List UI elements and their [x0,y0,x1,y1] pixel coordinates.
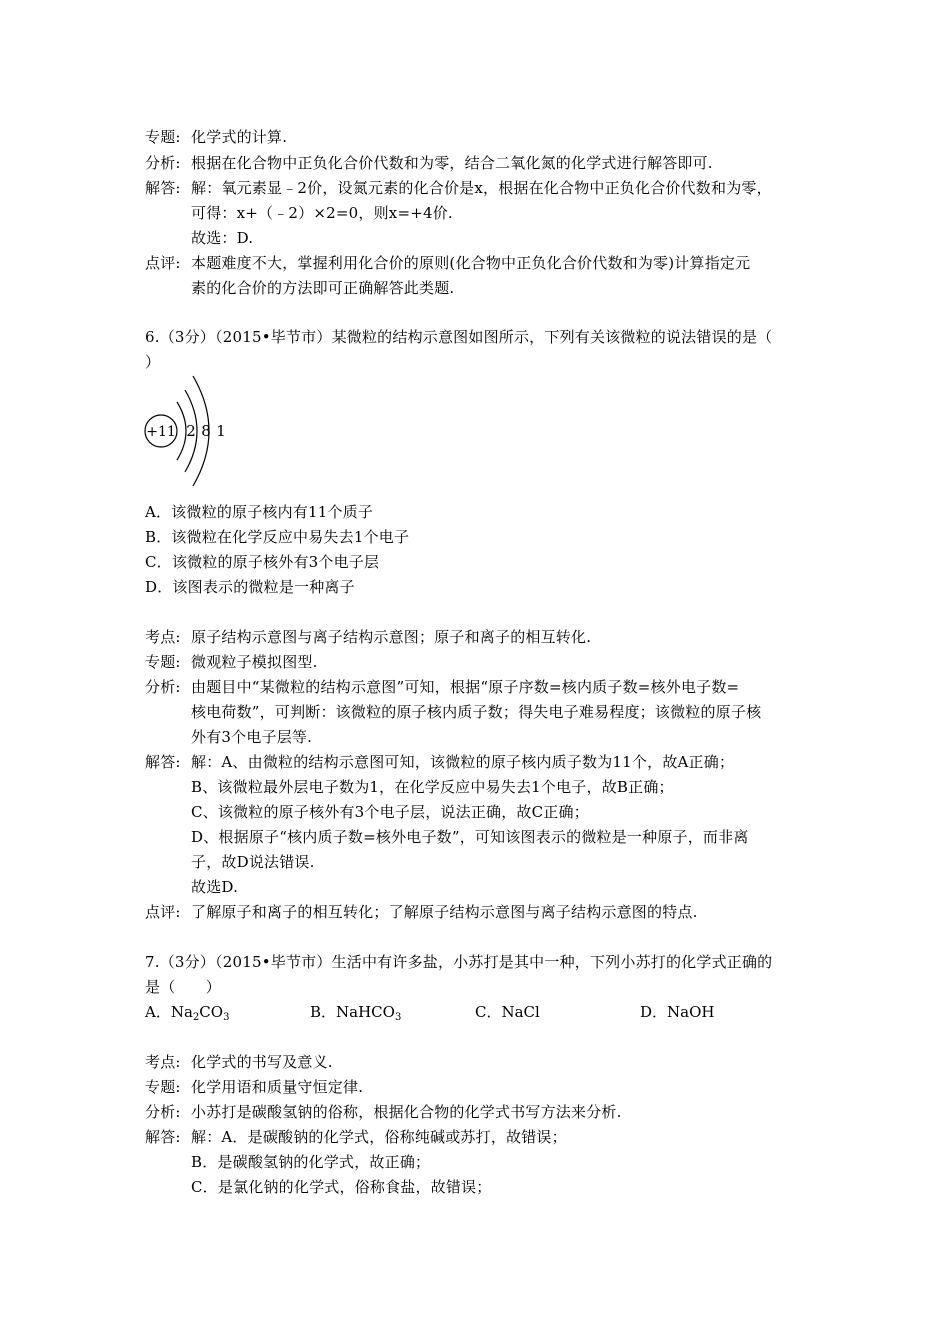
subscript: 2 [192,1012,200,1023]
shell-electrons-1: 2 [186,422,196,440]
label: 解答: [145,1128,181,1146]
q5-jieda-2: 可得：x+（﹣2）×2=0，则x=+4价. [191,204,453,222]
q6-fenxi-2: 核电荷数”，可判断：该微粒的原子核内质子数；得失电子难易程度；该微粒的原子核 [191,703,762,721]
shell-electrons-3: 1 [216,422,226,440]
q6-zhuanti [145,652,318,672]
label: 点评: [145,254,181,272]
q6-jieda-2: B、该微粒最外层电子数为1，在化学反应中易失去1个电子，故B正确； [191,778,674,796]
option-text: C．NaCl [475,1003,540,1021]
text: 化学式的计算. [191,128,288,146]
q6-option-c: C．该微粒的原子核外有3个电子层 [145,553,380,571]
q6-kaodian [145,627,591,647]
subscript: 3 [394,1012,402,1023]
q7-option-c [475,1002,540,1022]
q6-dianping [145,902,698,922]
option-text: CO [199,1003,224,1021]
label: 点评: [145,903,181,921]
label: 分析: [145,154,181,172]
option-text: A．Na [145,1003,193,1021]
text: 化学用语和质量守恒定律. [191,1078,364,1096]
text: 解：氧元素显﹣2价，设氮元素的化合价是x，根据在化合物中正负化合价代数和为零， [191,179,772,197]
q7-fenxi [145,1102,622,1122]
q7-option-d [640,1002,714,1022]
q6-stem-2: ） [145,353,161,371]
label: 考点: [145,1053,181,1071]
q6-option-d: D．该图表示的微粒是一种离子 [145,578,355,596]
text: 由题目中“某微粒的结构示意图”可知，根据“原子序数=核内质子数=核外电子数= [191,678,740,696]
label: 专题: [145,1078,181,1096]
q6-jieda-3: C、该微粒的原子核外有3个电子层，说法正确，故C正确； [191,803,589,821]
shell-electrons-2: 8 [201,422,211,440]
subscript: 3 [223,1012,230,1023]
q7-kaodian [145,1052,333,1072]
atom-structure-svg [143,372,233,490]
q6-fenxi-3: 外有3个电子层等. [191,728,313,746]
label: 分析: [145,678,181,696]
q5-zhuanti [145,127,287,147]
q5-jieda-1 [145,178,772,198]
q6-jieda-1 [145,752,734,772]
label: 专题: [145,128,181,146]
label: 考点: [145,628,181,646]
q7-stem-1: 7.（3分）（2015•毕节市）生活中有许多盐，小苏打是其中一种，下列小苏打的化学式正确的 [145,953,773,971]
label: 分析: [145,1103,181,1121]
text: 了解原子和离子的相互转化；了解原子结构示意图与离子结构示意图的特点. [191,903,698,921]
q7-jieda-1 [145,1127,567,1147]
q6-jieda-4: D、根据原子“核内质子数=核外电子数”，可知该图表示的微粒是一种原子，而非离 [191,828,749,846]
shell-arc-1 [177,402,186,460]
q7-zhuanti [145,1077,363,1097]
text: 本题难度不大，掌握利用化合价的原则(化合物中正负化合价代数和为零)计算指定元 [191,254,751,272]
option-text: B．NaHCO [310,1003,395,1021]
q5-dianping-1 [145,253,750,273]
q7-option-b [310,1002,401,1022]
text: 化学式的书写及意义. [191,1053,333,1071]
nucleus-charge: +11 [146,424,176,440]
q7-jieda-2: B．是碳酸氢钠的化学式，故正确； [191,1153,431,1171]
q6-option-b: B．该微粒在化学反应中易失去1个电子 [145,528,410,546]
option-text: D．NaOH [640,1003,715,1021]
q6-fenxi-1 [145,677,739,697]
text: 原子结构示意图与离子结构示意图；原子和离子的相互转化. [191,628,592,646]
text: 小苏打是碳酸氢钠的俗称，根据化合物的化学式书写方法来分析. [191,1103,622,1121]
q6-jieda-6: 故选D. [191,878,239,896]
q7-jieda-3: C．是氯化钠的化学式，俗称食盐，故错误； [191,1178,492,1196]
q6-jieda-5: 子，故D说法错误. [191,853,315,871]
atom-structure-diagram [143,372,233,490]
text: 根据在化合物中正负化合价代数和为零，结合二氧化氮的化学式进行解答即可. [191,154,713,172]
q7-option-a [145,1002,229,1022]
q5-dianping-2: 素的化合价的方法即可正确解答此类题. [191,279,455,297]
text: 解：A．是碳酸钠的化学式，俗称纯碱或苏打，故错误； [191,1128,567,1146]
text: 微观粒子模拟图型. [191,653,318,671]
label: 专题: [145,653,181,671]
label: 解答: [145,753,181,771]
q6-stem-1: 6.（3分）（2015•毕节市）某微粒的结构示意图如图所示，下列有关该微粒的说法错误的是（ [145,328,773,346]
q6-option-a: A．该微粒的原子核内有11个质子 [145,503,374,521]
text: 解：A、由微粒的结构示意图可知，该微粒的原子核内质子数为11个，故A正确； [191,753,735,771]
q7-stem-2: 是（ ） [145,978,222,996]
label: 解答: [145,179,181,197]
q5-jieda-3: 故选：D. [191,229,254,247]
q5-fenxi [145,153,713,173]
